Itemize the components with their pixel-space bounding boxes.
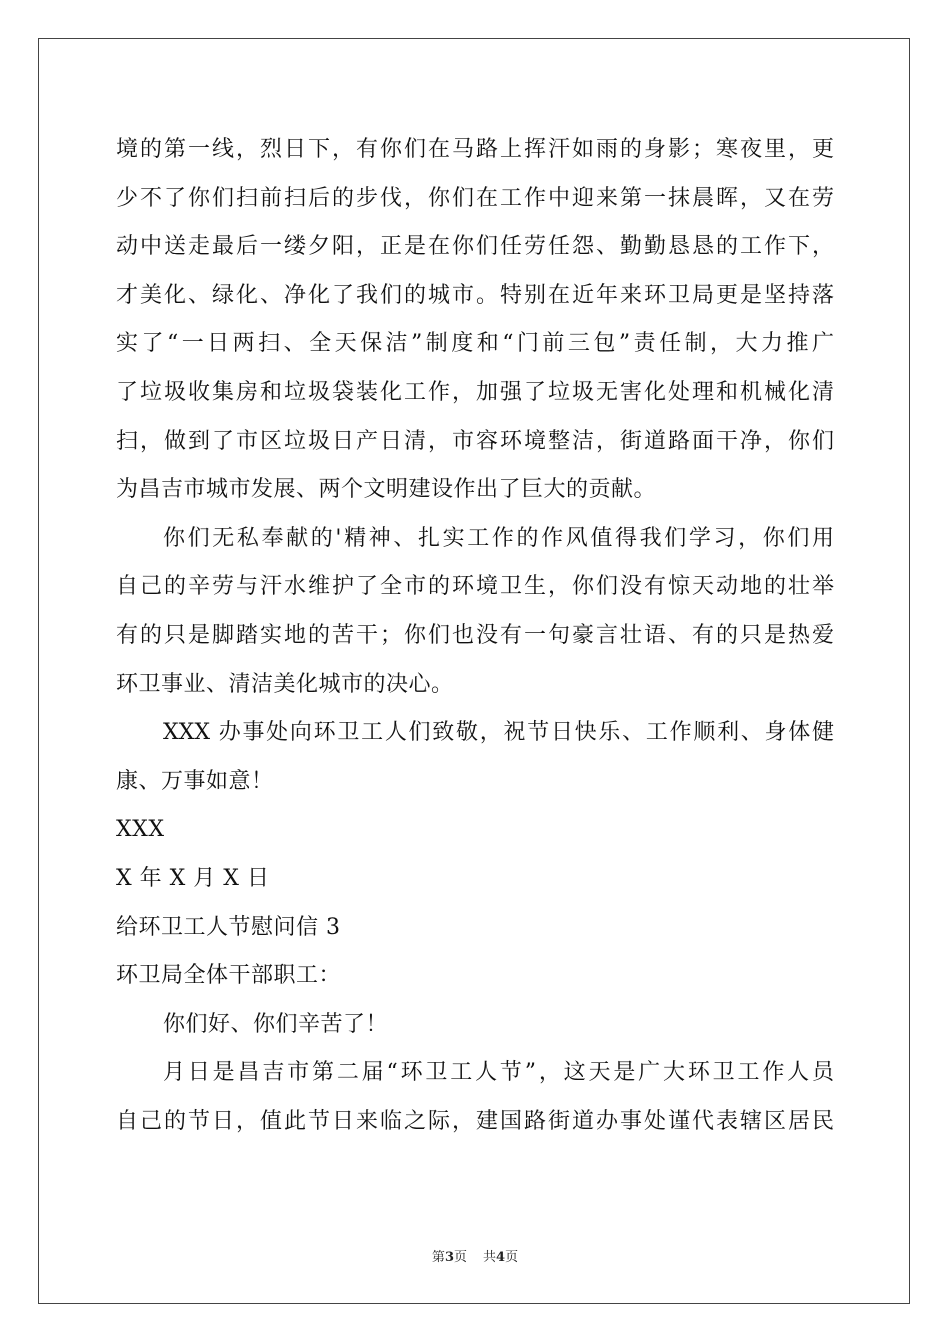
page-prefix: 第	[431, 1250, 445, 1265]
text-line: 境的第一线，烈日下，有你们在马路上挥汗如雨的身影；寒夜里，更	[116, 137, 834, 162]
text-line: 扫，做到了市区垃圾日产日清，市容环境整洁，街道路面干净，你们	[116, 428, 834, 454]
text-line: 自己的节日，值此节日来临之际，建国路街道办事处谨代表辖区居民	[116, 1108, 834, 1134]
text-line: 了垃圾收集房和垃圾袋装化工作，加强了垃圾无害化处理和机械化清	[116, 379, 834, 405]
text-line: 才美化、绿化、净化了我们的城市。特别在近年来环卫局更是坚持落	[116, 282, 834, 308]
text-line: 实了“一日两扫、全天保洁”制度和“门前三包”责任制，大力推广	[116, 331, 834, 357]
text-line: 环卫事业、清洁美化城市的决心。	[116, 671, 454, 697]
text-line: 自己的辛劳与汗水维护了全市的环境卫生，你们没有惊天动地的壮举	[116, 574, 834, 600]
letter-greeting: 你们好、你们辛苦了！	[163, 1011, 389, 1037]
text-line: 少不了你们扫前扫后的步伐，你们在工作中迎来第一抹晨晖，又在劳	[116, 185, 834, 211]
total-page-number: 4	[496, 1250, 506, 1265]
document-body	[116, 126, 834, 1146]
paragraph-first-line: XXX 办事处向环卫工人们致敬，祝节日快乐、工作顺利、身体健	[163, 720, 834, 746]
page-suffix: 页	[453, 1250, 467, 1265]
text-line: 康、万事如意！	[116, 768, 274, 794]
letter-salutation: 环卫局全体干部职工：	[116, 963, 342, 989]
page-footer	[0, 1246, 950, 1265]
total-suffix: 页	[505, 1250, 519, 1265]
signature-name: XXX	[116, 817, 165, 843]
paragraph-first-line: 你们无私奉献的'精神、扎实工作的作风值得我们学习，你们用	[163, 525, 834, 551]
text-line: 有的只是脚踏实地的苦干；你们也没有一句豪言壮语、有的只是热爱	[116, 622, 834, 648]
text-line: 动中送走最后一缕夕阳，正是在你们任劳任怨、勤勤恳恳的工作下，	[116, 234, 834, 260]
signature-date: X 年 X 月 X 日	[116, 865, 270, 891]
letter-title: 给环卫工人节慰问信 3	[116, 914, 341, 940]
text-line: 为昌吉市城市发展、两个文明建设作出了巨大的贡献。	[116, 477, 657, 503]
paragraph-first-line: 月日是昌吉市第二届“环卫工人节”，这天是广大环卫工作人员	[163, 1060, 834, 1086]
current-page-number: 3	[444, 1250, 454, 1265]
total-prefix: 共	[483, 1250, 497, 1265]
